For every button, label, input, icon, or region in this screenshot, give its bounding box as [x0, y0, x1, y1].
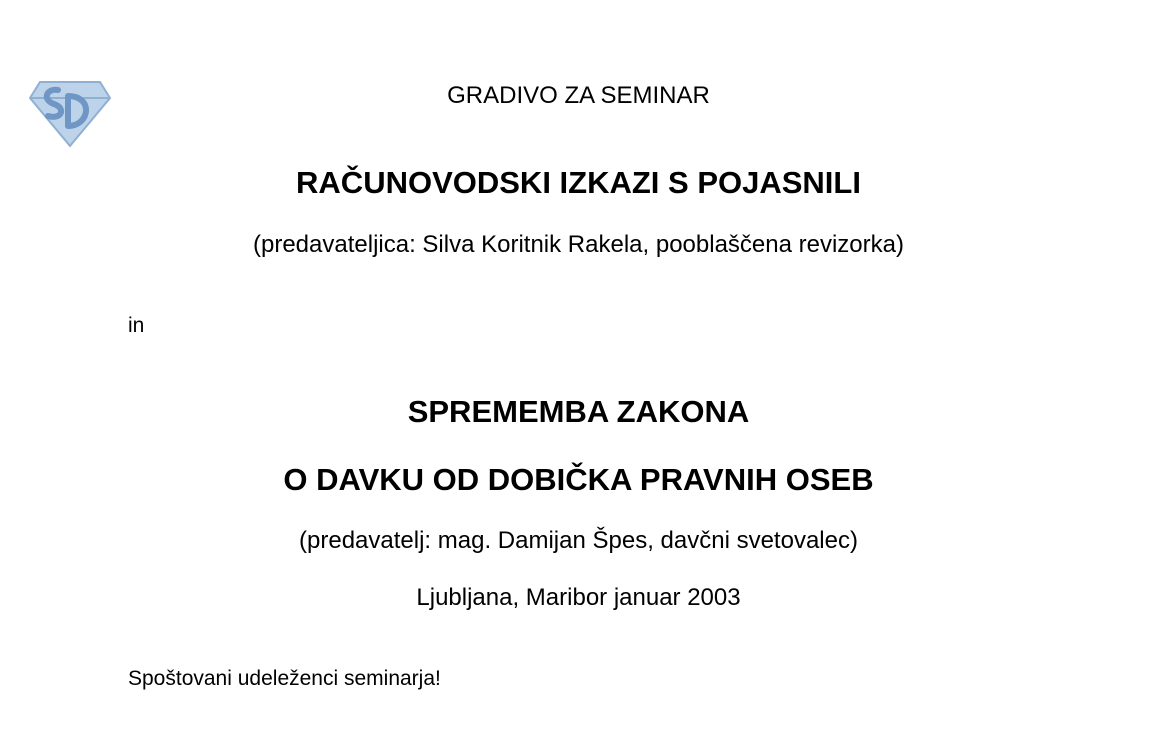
document-kicker: GRADIVO ZA SEMINAR — [447, 82, 710, 109]
seminar-title-accounting: RAČUNOVODSKI IZKAZI S POJASNILI — [296, 165, 861, 200]
lecturer-first: (predavateljica: Silva Koritnik Rakela, pooblaščena revizorka) — [253, 231, 904, 258]
seminar-title-tax-line-2: O DAVKU OD DOBIČKA PRAVNIH OSEB — [283, 462, 874, 497]
greeting-text: Spoštovani udeleženci seminarja! — [128, 667, 441, 690]
conjunction-text: in — [128, 314, 145, 337]
seminar-title-tax-line-1: SPREMEMBA ZAKONA — [407, 394, 750, 429]
lecturer-second: (predavatelj: mag. Damijan Špes, davčni svetovalec) — [299, 527, 858, 554]
place-and-date: Ljubljana, Maribor januar 2003 — [416, 584, 741, 611]
